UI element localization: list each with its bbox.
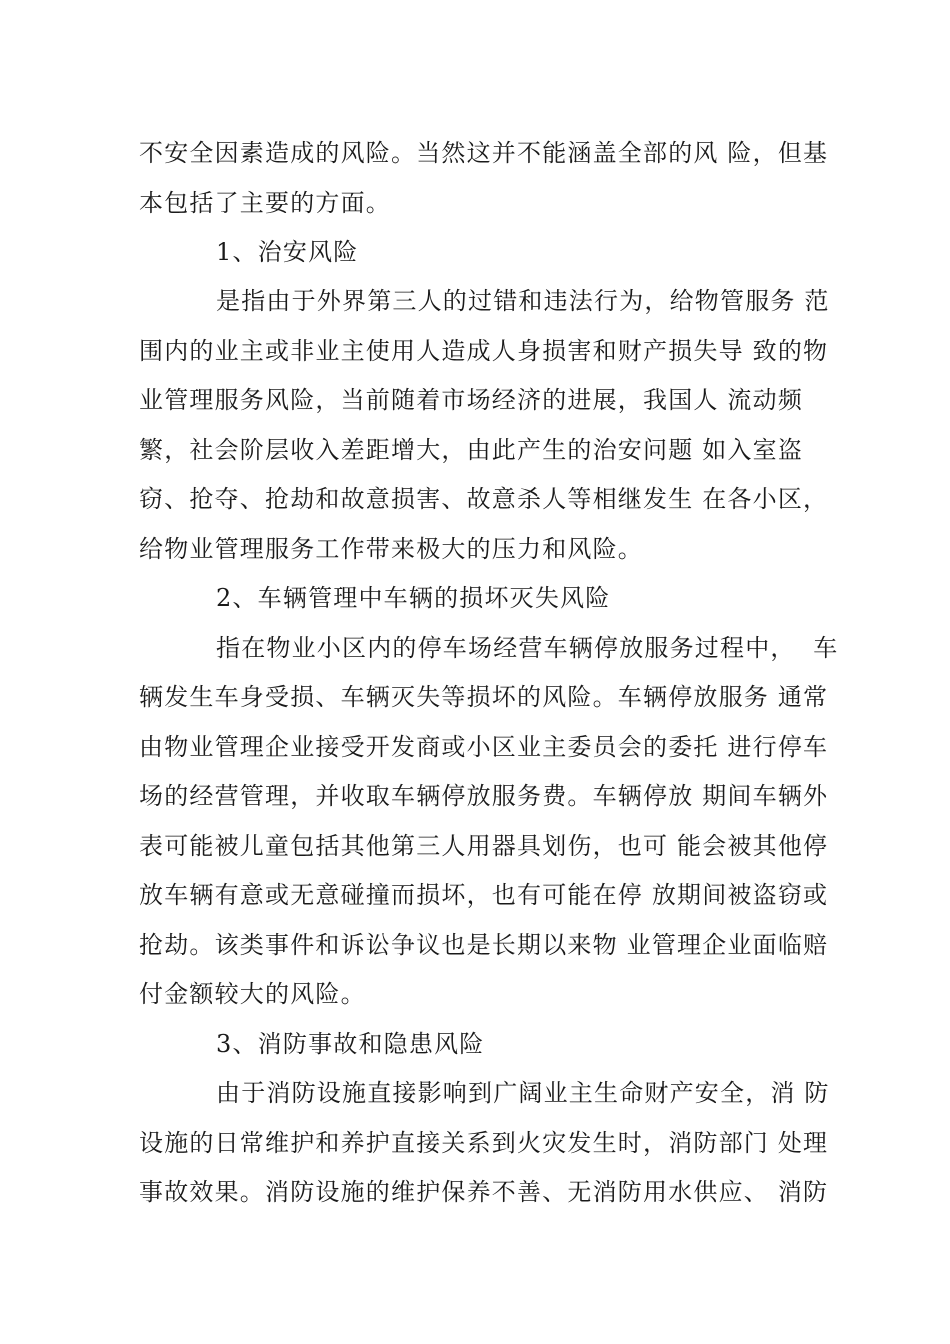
text-line: 不安全因素造成的风险。当然这并不能涵盖全部的风 险，但基 [139,139,829,167]
section-heading: 2、车辆管理中车辆的损坏灭失风险 [216,584,611,612]
text-line: 由于消防设施直接影响到广阔业主生命财产安全，消 防 [216,1079,830,1107]
text-line: 设施的日常维护和养护直接关系到火灾发生时，消防部门 处理 [139,1129,829,1157]
text-line: 由物业管理企业接受开发商或小区业主委员会的委托 进行停车 [139,733,829,761]
text-line: 辆发生车身受损、车辆灭失等损坏的风险。车辆停放服务 通常 [139,683,829,711]
text-line: 付金额较大的风险。 [139,980,366,1008]
text-line: 事故效果。消防设施的维护保养不善、无消防用水供应、 消防 [139,1178,829,1206]
text-line: 放车辆有意或无意碰撞而损坏，也有可能在停 放期间被盗窃或 [139,881,829,909]
text-line: 给物业管理服务工作带来极大的压力和风险。 [139,535,643,563]
text-line: 繁，社会阶层收入差距增大，由此产生的治安问题 如入室盗 [139,436,804,464]
section-heading: 1、治安风险 [216,238,359,266]
text-line: 场的经营管理，并收取车辆停放服务费。车辆停放 期间车辆外 [139,782,829,810]
text-line: 指在物业小区内的停车场经营车辆停放服务过程中， 车 [216,634,839,662]
text-line: 窃、抢夺、抢劫和故意损害、故意杀人等相继发生 在各小区， [139,485,829,513]
section-heading: 3、消防事故和隐患风险 [216,1030,485,1058]
text-line: 是指由于外界第三人的过错和违法行为，给物管服务 范 [216,287,830,315]
text-line: 抢劫。该类事件和诉讼争议也是长期以来物 业管理企业面临赔 [139,931,829,959]
text-line: 本包括了主要的方面。 [139,189,391,217]
text-line: 业管理服务风险，当前随着市场经济的进展，我国人 流动频 [139,386,804,414]
text-line: 表可能被儿童包括其他第三人用器具划伤，也可 能会被其他停 [139,832,829,860]
text-line: 围内的业主或非业主使用人造成人身损害和财产损失导 致的物 [139,337,829,365]
